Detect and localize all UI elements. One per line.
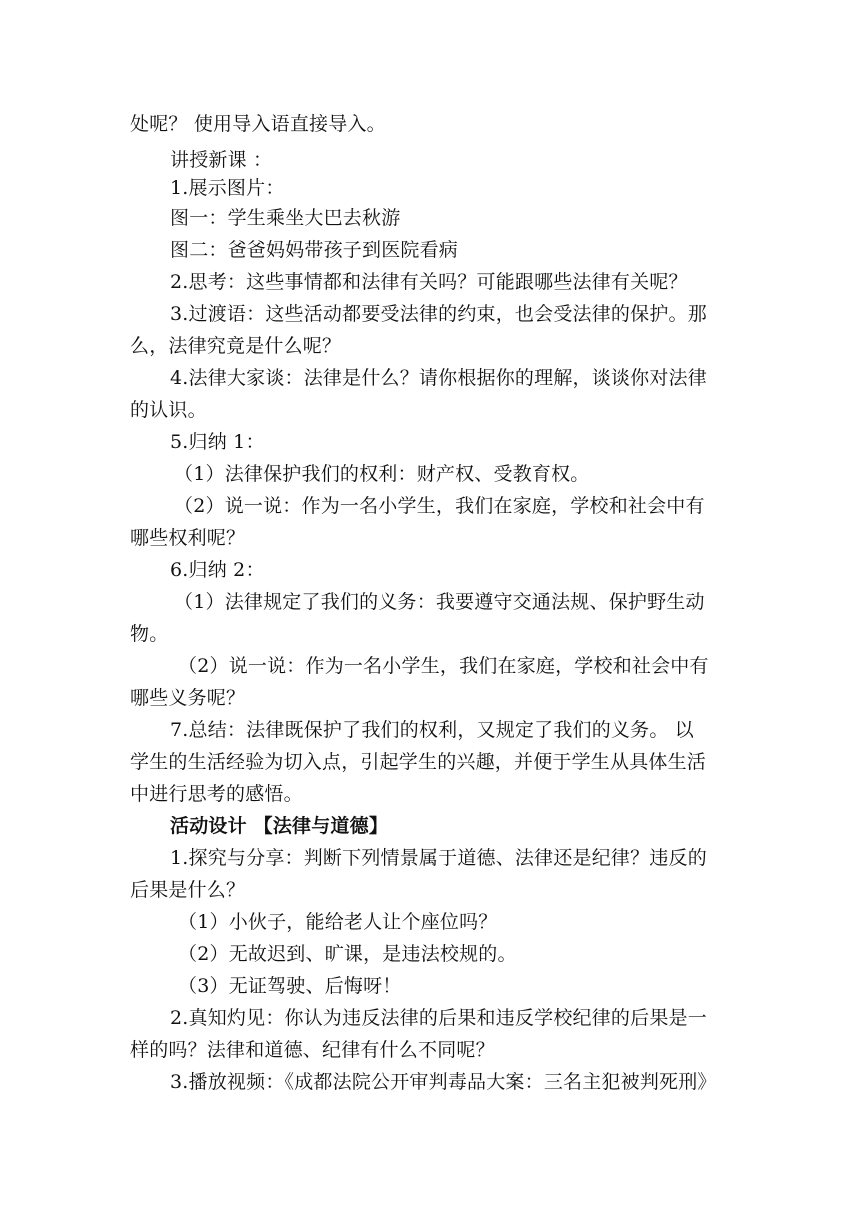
text-line: 7.总结：法律既保护了我们的权利，又规定了我们的义务。 以	[170, 719, 694, 741]
text-line: 么，法律究竟是什么呢？	[130, 335, 342, 357]
text-line: （2）说一说：作为一名小学生，我们在家庭，学校和社会中有	[178, 655, 709, 677]
section-heading-lecture: 讲授新课 ：	[170, 149, 273, 171]
text-line: 2.真知灼见：你认为违反法律的后果和违反学校纪律的后果是一	[170, 1007, 707, 1029]
text-line: （2）无故迟到、旷课，是违法校规的。	[178, 943, 517, 965]
text-line: （3）无证驾驶、后悔呀！	[178, 975, 402, 997]
text-line: 3.过渡语：这些活动都要受法律的约束，也会受法律的保护。那	[170, 303, 707, 325]
section-heading-activity: 活动设计 【法律与道德】	[170, 815, 389, 837]
text-line: 哪些义务呢？	[130, 687, 246, 709]
text-line: 图二：爸爸妈妈带孩子到医院看病	[170, 239, 459, 261]
text-line: 样的吗？法律和道德、纪律有什么不同呢？	[130, 1039, 495, 1061]
text-line: 的认识。	[130, 399, 207, 421]
text-line: 1.展示图片：	[170, 177, 285, 199]
text-line: 中进行思考的感悟。	[130, 783, 303, 805]
text-line: 6.归纳 2：	[170, 559, 265, 581]
text-line: 处呢？ 使用导入语直接导入。	[130, 113, 386, 135]
text-line: 后果是什么？	[130, 879, 246, 901]
text-line: 3.播放视频：《成都法院公开审判毒品大案：三名主犯被判死刑》	[170, 1071, 717, 1093]
text-line: 5.归纳 1：	[170, 431, 265, 453]
text-line: 哪些权利呢？	[130, 527, 246, 549]
text-line: （1）法律规定了我们的义务：我要遵守交通法规、保护野生动	[174, 591, 705, 613]
text-line: 图一：学生乘坐大巴去秋游	[170, 207, 401, 229]
text-line: 学生的生活经验为切入点，引起学生的兴趣，并便于学生从具体生活	[130, 751, 707, 773]
text-line: 2.思考：这些事情都和法律有关吗？可能跟哪些法律有关呢？	[170, 271, 688, 293]
text-line: （1）小伙子，能给老人让个座位吗？	[178, 911, 498, 933]
text-line: （2）说一说：作为一名小学生，我们在家庭，学校和社会中有	[174, 495, 705, 517]
text-line: 4.法律大家谈：法律是什么？请你根据你的理解，谈谈你对法律	[170, 367, 707, 389]
text-line: （1）法律保护我们的权利：财产权、受教育权。	[174, 463, 590, 485]
text-line: 物。	[130, 623, 169, 645]
text-line: 1.探究与分享：判断下列情景属于道德、法律还是纪律？违反的	[170, 847, 707, 869]
